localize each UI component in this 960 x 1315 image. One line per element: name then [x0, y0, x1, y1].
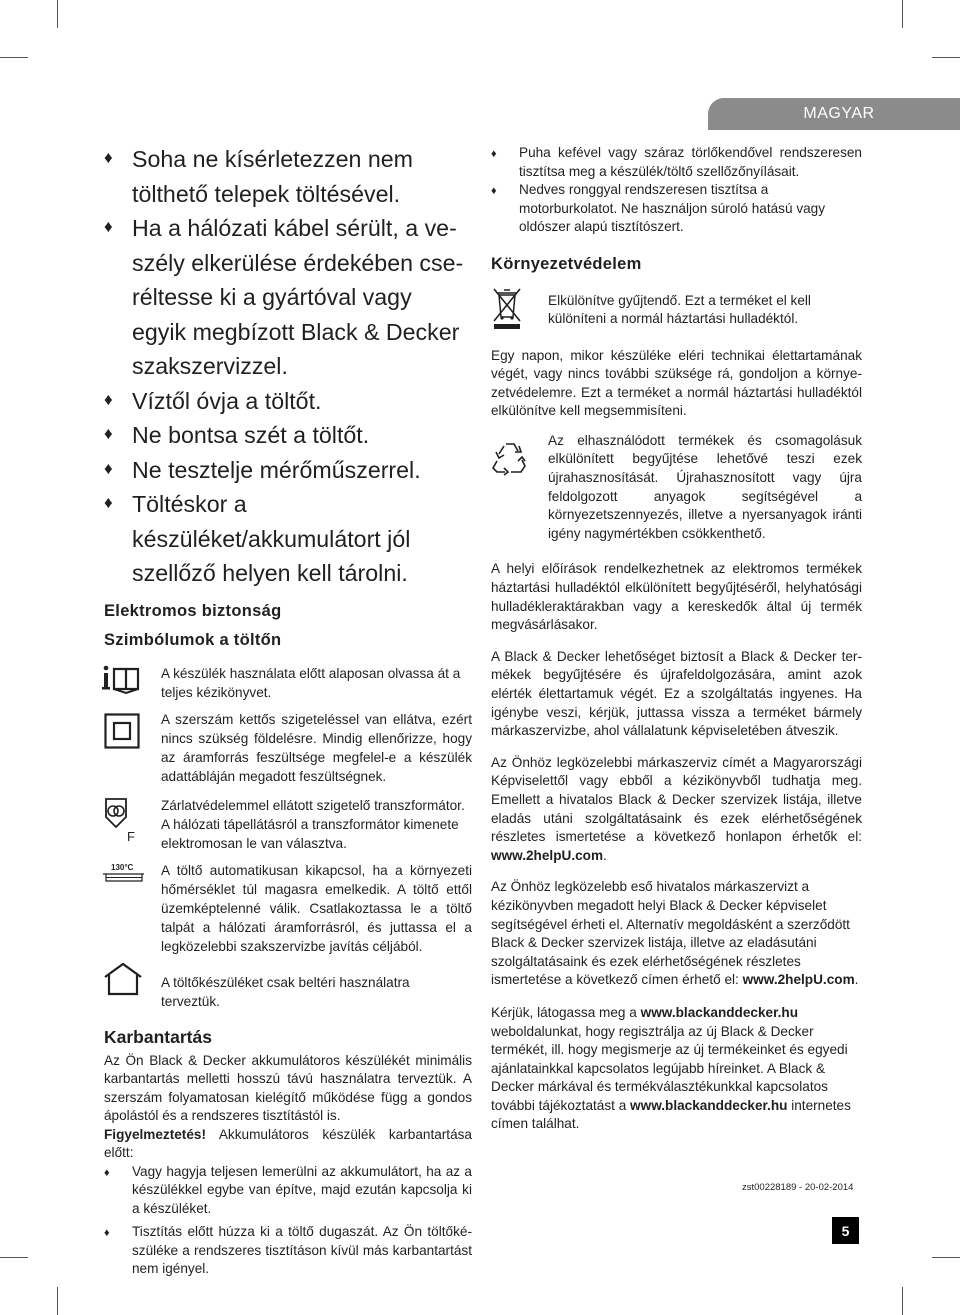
diamond-bullet-icon: ♦	[104, 148, 113, 167]
symbol-row: A töltőkészüléket csak beltéri használatra terveztük.	[104, 968, 472, 1011]
language-tab: MAGYAR	[708, 98, 960, 130]
diamond-bullet-icon: ♦	[104, 424, 113, 443]
warning-label: Figyelmeztetés!	[104, 1126, 206, 1142]
page-number: 5	[832, 1217, 859, 1244]
diamond-bullet-icon: ♦	[491, 185, 497, 197]
list-item: ♦ Nedves ronggyal rendszeresen tisztítsa a motorburkolatot. Ne használjon súroló hatású vagy oldószer alapú tisztítószert.	[491, 182, 826, 234]
environment-paragraph-1: Egy napon, mikor készüléke eléri technikai élettartamának végét, vagy nincs további szüksége rá, gondoljon a környezetvédelemre. Ezt a terméket a normál háztartási hulladéktól elkülönítve kell megsemmisíteni.	[491, 347, 862, 419]
crop-mark	[0, 1257, 28, 1258]
environment-paragraph-3: A Black & Decker lehetőséget biztosít a Black & Decker termékek begyűjtésére és újrafeldolgozására, amint azok elérték élettartamuk végét. Ez a szolgáltatás ingyenes. Ha igénybe veszi, kérjük, juttassa vissza a terméket bármely márkaszervizbe, ahol vállalatunk képviseletében átveszik.	[491, 648, 862, 739]
list-item: ♦ Tisztítás előtt húzza ki a töltő dugaszát. Az Ön töltőkészüléke a rendszeres tisztításon kívül más karbantartást nem igényel.	[104, 1224, 472, 1276]
link-2helpu[interactable]: www.2helpU.com	[491, 847, 604, 863]
symbol-row: 130°C A töltő automatikusan kikapcsol, ha a környezeti hőmérséklet túl magasra emelkedik. A töltő ettől üzemképtelenné válik. Csatlakoztassa le a töltő talpát a hálózati áramforrásról, és juttassa el a legközelebbi szakszervizbe javítás céljából.	[104, 861, 472, 956]
list-item: ♦ Soha ne kísérletezzen nem tölthető telepek töltésével.	[104, 142, 472, 211]
warning-paragraph: Figyelmeztetés! Akkumulátoros készülék karbantartása előtt:	[104, 1126, 472, 1160]
section-heading-symbols: Szimbólumok a töltőn	[104, 630, 282, 649]
link-2helpu[interactable]: www.2helpU.com	[742, 972, 855, 988]
symbol-row: A szerszám kettős szigeteléssel van ellátva, ezért nincs szükség földelésre. Mindig ellenőrizze, hogy az áramforrás feszültsége megfelel-e a készülék adattábláján megadott feszültségnek.	[104, 710, 472, 786]
svg-text:F: F	[127, 828, 135, 844]
section-heading-maintenance: Karbantartás	[104, 1026, 212, 1047]
environment-paragraph-5: Az Önhöz legközelebb eső hivatalos márkaszervizt a kézikönyvben megadott helyi Black & Decker képviselet segítségével érheti el. Alternatív megoldásként a szerződött Black & Decker szervizek listája, illetve az eladásutáni szolgáltatásaink és ezek elérhetőségének részletes ismertetése a következő címen érhető el: www.2helpU.com.	[491, 879, 859, 988]
list-item: ♦ Ha a hálózati kábel sérült, a veszély elkerülése érdekében cseréltesse ki a gyártóval vagy egyik megbízott Black & Decker szakszervizzel.	[104, 211, 472, 384]
crop-mark	[57, 0, 58, 28]
symbol-row: A készülék használata előtt alaposan olvassa át a teljes kézikönyvet.	[104, 664, 472, 702]
recycle-row: Az elhasználódott termékek és csomagolásuk elkülönített begyűjtése lehetővé teszi ezek újrahasznosítását. Újrahasznosított vagy újra feldolgozott anyagok segítségével a környezetszennyezés, illetve a nyersanyagok iránti igény nagymértékben csökkenthető.	[491, 432, 862, 544]
crop-mark	[902, 1287, 903, 1315]
diamond-bullet-icon: ♦	[491, 148, 497, 160]
crossed-bin-icon	[491, 285, 548, 334]
link-blackanddecker[interactable]: www.blackanddecker.hu	[640, 1004, 799, 1020]
cleaning-list	[491, 144, 862, 237]
indoor-use-icon	[104, 968, 161, 1011]
thermal-cutout-icon	[104, 861, 161, 956]
list-item: ♦ Vagy hagyja teljesen lemerülni az akkumulátort, ha az a készülékkel egybe van építve, majd ezután kapcsolja ki a készüléket.	[104, 1163, 472, 1216]
recycle-icon	[491, 432, 548, 544]
crop-mark	[902, 0, 903, 28]
svg-text:130°C: 130°C	[111, 862, 134, 872]
list-item: ♦ Töltéskor a készüléket/akkumulátort jól szellőző helyen kell tárolni.	[104, 487, 472, 591]
list-item: ♦ Puha kefével vagy száraz törlőkendővel rendszeresen tisztítsa meg a készülék/töltő szellőzőnyílásait.	[491, 145, 862, 179]
diamond-bullet-icon: ♦	[104, 493, 113, 512]
section-heading-environment: Környezetvédelem	[491, 254, 642, 273]
symbol-row: F Zárlatvédelemmel ellátott szigetelő transzformátor. A hálózati tápellátásról a transzformátor kimenete elektromosan le van választva.	[104, 796, 472, 853]
separate-collection-row: Elkülönítve gyűjtendő. Ezt a terméket el kell különíteni a normál háztartási hulladéktól.	[491, 285, 862, 334]
list-item: ♦ Víztől óvja a töltőt.	[104, 384, 472, 419]
crop-mark	[932, 1257, 960, 1258]
safety-transformer-icon	[104, 796, 161, 853]
maintenance-list	[104, 1163, 472, 1279]
safety-list	[104, 142, 472, 591]
double-insulation-icon	[104, 710, 161, 786]
diamond-bullet-icon: ♦	[104, 217, 113, 236]
maintenance-paragraph: Az Ön Black & Decker akkumulátoros készülékét minimális karbantartás melletti hosszú távú használatra terveztük. A szerszám folyamatosan kielégítő működése függ a gondos ápolástól és a rendszeres tisztítástól is.	[104, 1052, 472, 1123]
list-item: ♦ Ne tesztelje mérőműszerrel.	[104, 453, 472, 488]
environment-paragraph-4: Az Önhöz legközelebbi márkaszerviz címét a Magyarországi Képviselettől vagy ebből a kézikönyvből tudhatja meg. Emellett a hivatalos Black & Decker szervizek listája, illetve eladás utáni szolgáltatásaink és ezek elérhetőségének részletes ismertetése a következő honlapon érhetők el: www.2helpU.com.	[491, 754, 862, 863]
environment-paragraph-6: Kérjük, látogassa meg a www.blackanddecker.hu weboldalunkat, hogy regisztrálja az új Black & Decker termékét, ill. hogy megismerje az új termékeinket és egyedi ajánlatainkkal kapcsolatos legújabb híreinket. A Black & Decker márkával és termékválasztékunkkal kapcsolatos további tájékoztatást a www.blackanddecker.hu internetes címen találhat.	[491, 1004, 851, 1132]
crop-mark	[0, 57, 28, 58]
symbols-list	[104, 664, 472, 1011]
document-code: zst00228189 - 20-02-2014	[742, 1182, 854, 1193]
diamond-bullet-icon: ♦	[104, 1227, 110, 1239]
diamond-bullet-icon: ♦	[104, 389, 113, 409]
crop-mark	[932, 57, 960, 58]
list-item: ♦ Ne bontsa szét a töltőt.	[104, 418, 472, 453]
right-column	[491, 144, 862, 1134]
link-blackanddecker[interactable]: www.blackanddecker.hu	[630, 1097, 788, 1113]
crop-mark	[57, 1287, 58, 1315]
diamond-bullet-icon: ♦	[104, 458, 113, 478]
diamond-bullet-icon: ♦	[104, 1166, 110, 1179]
section-heading-electrical-safety: Elektromos biztonság	[104, 601, 282, 620]
environment-paragraph-2: A helyi előírások rendelkezhetnek az elektromos termékek háztartási hulladéktól elkülönített begyűjtéséről, helyhatósági hulladékleraktárakban vagy a kereskedők által új termék megvásárlásakor.	[491, 561, 862, 633]
left-column	[104, 142, 472, 1279]
read-manual-icon	[104, 664, 161, 702]
